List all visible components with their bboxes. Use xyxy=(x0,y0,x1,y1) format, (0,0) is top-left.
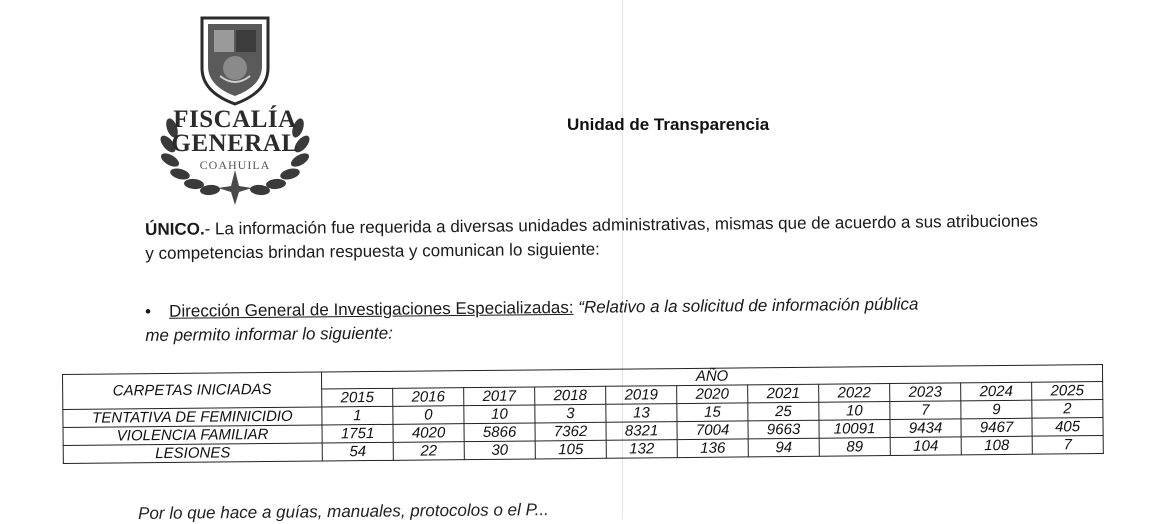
table-cell: 108 xyxy=(961,436,1032,455)
fiscalia-logo xyxy=(150,10,320,205)
table-cell: 10 xyxy=(819,402,890,421)
table-cell: 8321 xyxy=(606,422,677,441)
table-cell: 3 xyxy=(535,404,606,423)
table-cell: 10 xyxy=(464,405,535,424)
table-cell: 4020 xyxy=(393,424,464,443)
year-header: AÑO xyxy=(321,365,1102,389)
table-cell: 9434 xyxy=(890,419,961,438)
paragraph-lead: ÚNICO. xyxy=(145,219,205,239)
table-cell: 7 xyxy=(1032,436,1103,455)
table-cell: 10091 xyxy=(819,420,890,439)
logo-line-1: FISCALÍA xyxy=(173,106,297,133)
table-cell: 9663 xyxy=(748,420,819,439)
table-cell: 15 xyxy=(677,403,748,422)
table-cell: 54 xyxy=(322,442,393,461)
table-cell: 7004 xyxy=(677,421,748,440)
row-label: LESIONES xyxy=(63,443,322,463)
table-cell: 7 xyxy=(890,401,961,420)
table-cell: 1751 xyxy=(322,424,393,443)
year-cell: 2022 xyxy=(819,384,890,403)
table-cell: 104 xyxy=(890,437,961,456)
corner-label: CARPETAS INICIADAS xyxy=(63,372,322,409)
bullet-icon: • xyxy=(145,301,152,321)
year-cell: 2018 xyxy=(535,386,606,405)
table-cell: 0 xyxy=(393,406,464,425)
year-cell: 2015 xyxy=(322,388,393,407)
year-cell: 2025 xyxy=(1032,382,1103,401)
year-cell: 2023 xyxy=(890,383,961,402)
statistics-table-wrapper xyxy=(62,364,1104,464)
table-cell: 9467 xyxy=(961,418,1032,437)
table-cell: 94 xyxy=(748,438,819,457)
year-cell: 2020 xyxy=(677,385,748,404)
unico-paragraph xyxy=(145,209,1045,266)
table-cell: 5866 xyxy=(464,423,535,442)
table-cell: 2 xyxy=(1032,400,1103,419)
quote-line-2: me permito informar lo siguiente: xyxy=(145,323,393,345)
table-cell: 105 xyxy=(535,440,606,459)
unit-title: Unidad de Transparencia xyxy=(567,115,770,134)
table-cell: 22 xyxy=(393,442,464,461)
table-cell: 136 xyxy=(677,439,748,458)
department-name: Dirección General de Investigaciones Especializadas: xyxy=(169,297,574,321)
table-cell: 89 xyxy=(819,438,890,457)
table-cell: 9 xyxy=(961,400,1032,419)
table-cell: 132 xyxy=(606,440,677,459)
table-cell: 1 xyxy=(322,406,393,425)
table-cell: 7362 xyxy=(535,422,606,441)
department-bullet xyxy=(145,291,1045,348)
table-cell: 30 xyxy=(464,441,535,460)
logo-line-3: COAHUILA xyxy=(199,158,271,172)
row-label: VIOLENCIA FAMILIAR xyxy=(63,425,322,445)
quote-line-1: “Relativo a la solicitud de información pública xyxy=(573,294,919,317)
table-cell: 405 xyxy=(1032,418,1103,437)
year-cell: 2016 xyxy=(393,388,464,407)
table-cell: 25 xyxy=(748,402,819,421)
year-cell: 2019 xyxy=(606,386,677,405)
logo-line-2: GENERAL xyxy=(171,130,299,157)
row-label: TENTATIVA DE FEMINICIDIO xyxy=(63,407,322,427)
year-cell: 2021 xyxy=(748,384,819,403)
year-cell: 2024 xyxy=(961,382,1032,401)
year-cell: 2017 xyxy=(464,387,535,406)
table-cell: 13 xyxy=(606,404,677,423)
paragraph-text: - La información fue requerida a diversas unidades administrativas, mismas que de acuerdo a sus atribuciones y competencias brindan respuesta y comunican lo siguiente: xyxy=(145,211,1039,263)
footer-partial-text: Por lo que hace a guías, manuales, protocolos o el P... xyxy=(138,500,549,523)
statistics-table xyxy=(62,364,1104,464)
